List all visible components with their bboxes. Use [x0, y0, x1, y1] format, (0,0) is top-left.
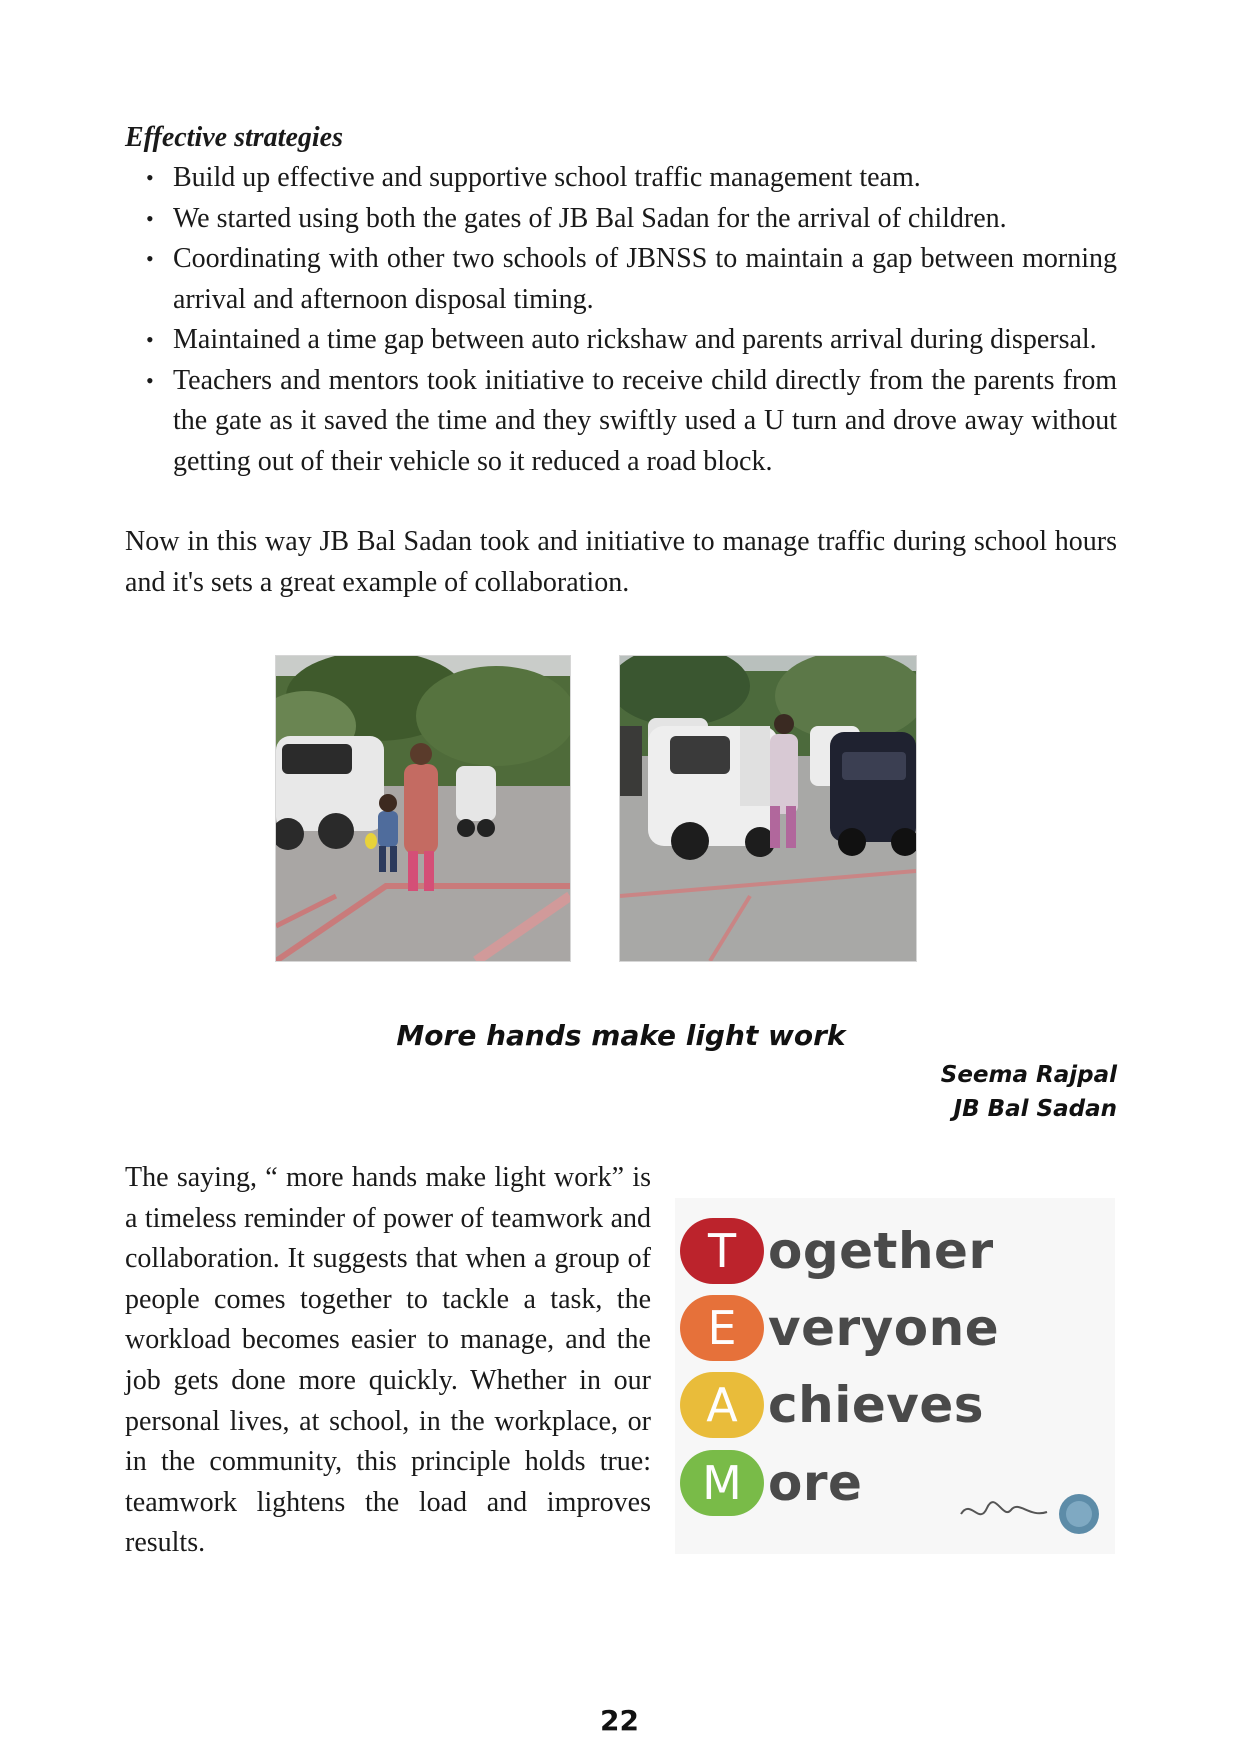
school-gate-photo-2	[619, 655, 917, 962]
signature-logo-icon	[951, 1486, 1111, 1536]
list-item	[125, 239, 1117, 320]
list-item	[125, 158, 1117, 199]
section-heading: Effective strategies	[125, 122, 343, 153]
conclusion-paragraph: Now in this way JB Bal Sadan took and initiative to manage traffic during school hours and it's sets a great example of collaboration.	[125, 526, 1117, 598]
team-row-a	[680, 1370, 984, 1440]
article-body: The saying, “ more hands make light work” is a timeless reminder of power of teamwork and collaboration. It suggests that when a group of people comes together to tackle a task, the workload becomes easier to manage, and the job gets done more quickly. Whether in our personal lives, at school, in the workplace, or in the community, this principle holds true: teamwork lightens the load and improves results.	[125, 1162, 651, 1559]
team-letter-circle: M	[680, 1450, 764, 1516]
list-item-text: Teachers and mentors took initiative to receive child directly from the parents from the gate as it saved the time and they swiftly used a U turn and drove away without getting out of their vehicle so it reduced a road block.	[173, 364, 1117, 477]
list-item	[125, 199, 1117, 240]
team-letter-circle: E	[680, 1295, 764, 1361]
page-number: 22	[600, 1704, 639, 1737]
list-item-text: Coordinating with other two schools of JBNSS to maintain a gap between morning arrival and afternoon disposal timing.	[173, 243, 1117, 315]
team-word: chieves	[768, 1376, 985, 1434]
school-gate-photo-1	[275, 655, 571, 962]
photo-1-image	[276, 656, 570, 961]
team-row-e	[680, 1293, 999, 1363]
list-item-text: Build up effective and supportive school traffic management team.	[173, 162, 921, 193]
team-letter-circle: A	[680, 1372, 764, 1438]
team-word: veryone	[768, 1299, 1000, 1357]
team-row-m	[680, 1448, 862, 1518]
list-item	[125, 320, 1117, 361]
bullet-icon: •	[146, 246, 154, 271]
team-word: ogether	[768, 1222, 994, 1280]
bullet-icon: •	[146, 327, 154, 352]
team-word: ore	[768, 1454, 863, 1512]
author-name: Seema Rajpal	[940, 1062, 1117, 1088]
list-item-text: Maintained a time gap between auto rickshaw and parents arrival during dispersal.	[173, 324, 1097, 355]
bullet-icon: •	[146, 165, 154, 190]
team-row-t	[680, 1216, 994, 1286]
list-item-text: We started using both the gates of JB Bal Sadan for the arrival of children.	[173, 202, 1007, 234]
bullet-icon: •	[146, 367, 154, 393]
author-block	[941, 1058, 1117, 1126]
strategies-section	[125, 118, 1117, 603]
team-letter-circle: T	[680, 1218, 764, 1284]
bullet-icon: •	[146, 205, 154, 231]
photo-2-image	[620, 656, 916, 961]
strategies-list	[125, 158, 1117, 482]
list-item	[125, 361, 1117, 483]
author-school: JB Bal Sadan	[953, 1096, 1117, 1122]
team-acronym-graphic	[675, 1198, 1115, 1554]
article-title: More hands make light work	[396, 1019, 846, 1052]
